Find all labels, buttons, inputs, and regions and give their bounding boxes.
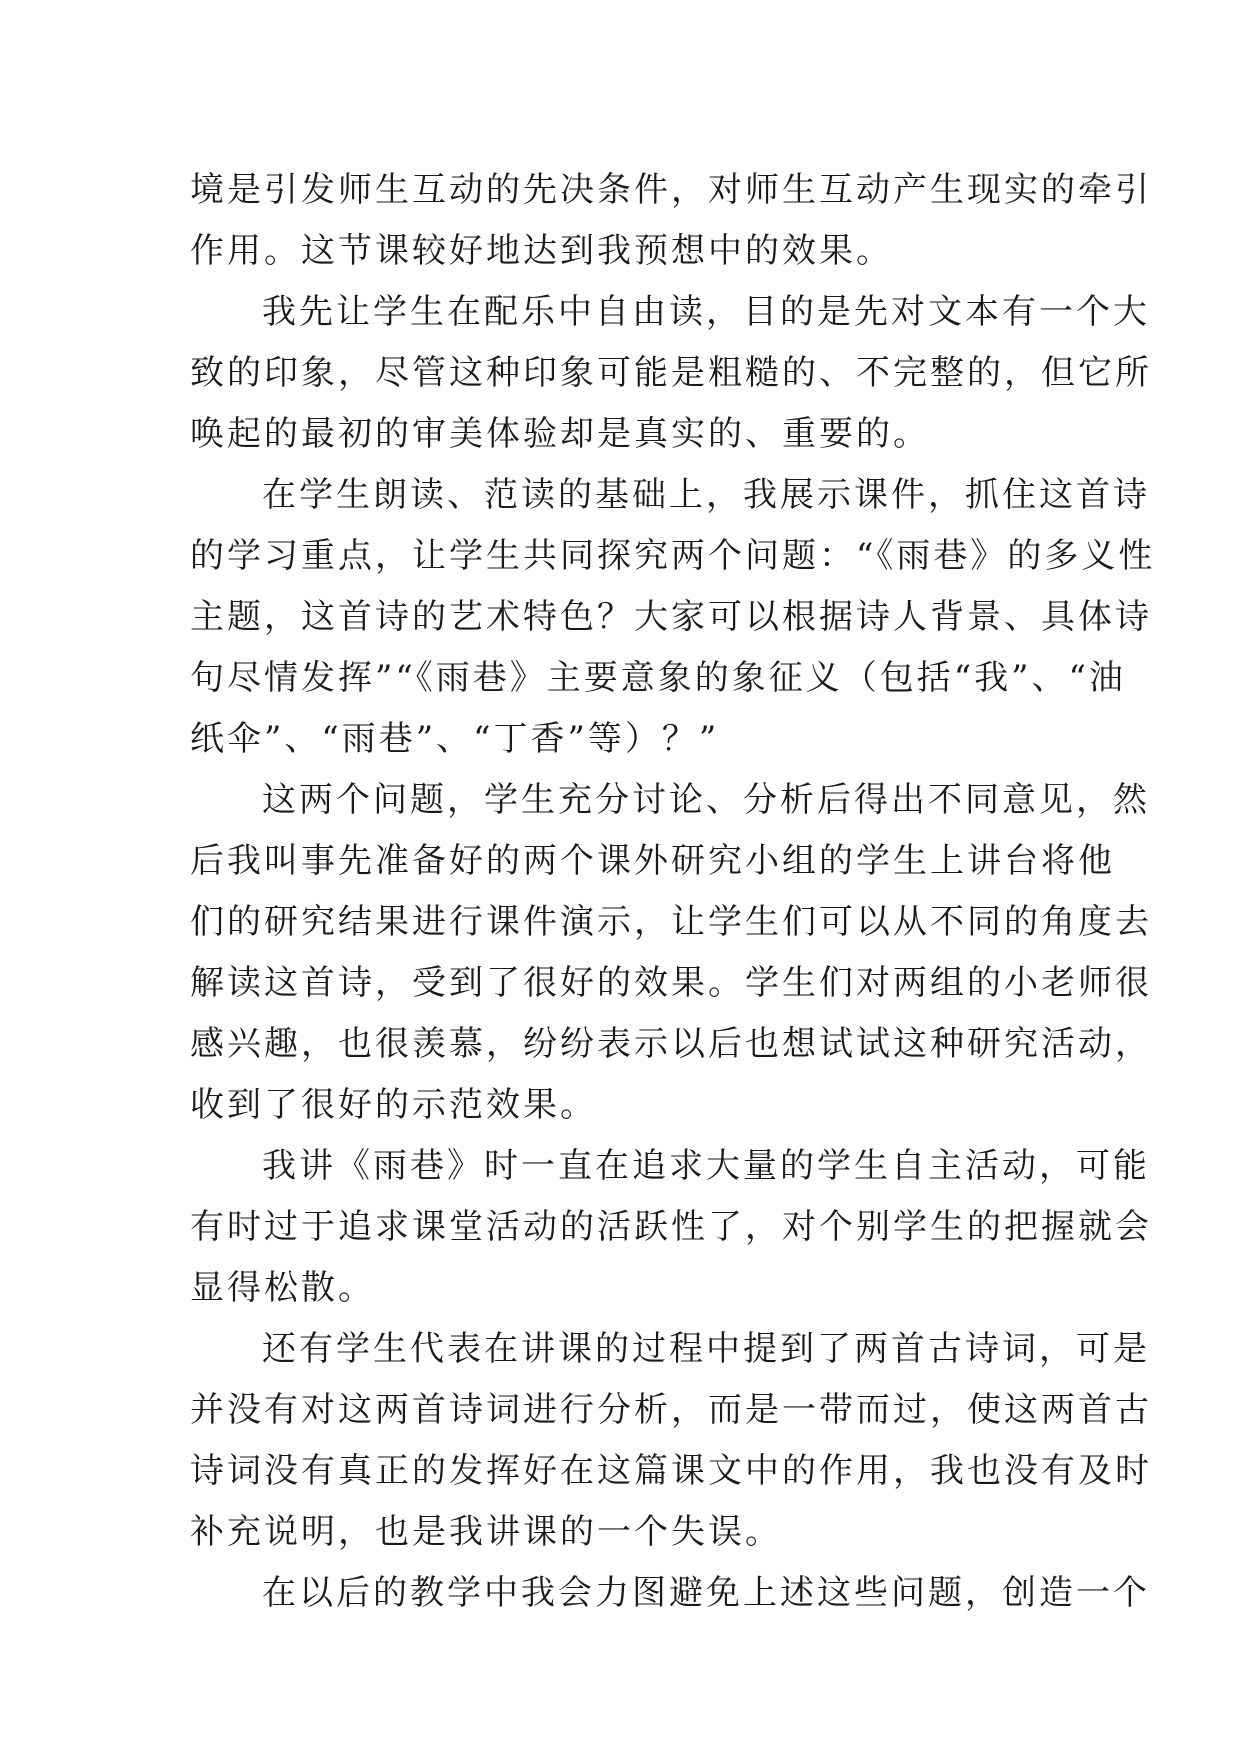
text-line: 这两个问题，学生充分讨论、分析后得出不同意见，然 — [262, 780, 1150, 820]
text-line: 我先让学生在配乐中自由读，目的是先对文本有一个大 — [262, 292, 1150, 332]
text-line: 还有学生代表在讲课的过程中提到了两首古诗词，可是 — [262, 1329, 1150, 1369]
body-text — [190, 160, 1156, 1624]
text-line: 的学习重点，让学生共同探究两个问题：“《雨巷》的多义性 — [190, 536, 1156, 576]
text-line: 诗词没有真正的发挥好在这篇课文中的作用，我也没有及时 — [190, 1451, 1152, 1491]
text-line: 作用。这节课较好地达到我预想中的效果。 — [190, 231, 893, 271]
text-line: 感兴趣，也很羡慕，纷纷表示以后也想试试这种研究活动， — [190, 1024, 1152, 1064]
text-line: 后我叫事先准备好的两个课外研究小组的学生上讲台将他 — [190, 841, 1115, 881]
text-line: 致的印象，尽管这种印象可能是粗糙的、不完整的，但它所 — [190, 353, 1152, 393]
text-line: 显得松散。 — [190, 1268, 375, 1308]
text-line: 在以后的教学中我会力图避免上述这些问题，创造一个 — [262, 1573, 1150, 1613]
text-line: 我讲《雨巷》时一直在追求大量的学生自主活动，可能 — [262, 1146, 1150, 1186]
text-line: 境是引发师生互动的先决条件，对师生互动产生现实的牵引 — [190, 170, 1152, 210]
text-line: 并没有对这两首诗词进行分析，而是一带而过，使这两首古 — [190, 1390, 1152, 1430]
text-line: 纸伞”、“雨巷”、“丁香”等）？” — [190, 719, 720, 759]
text-line: 句尽情发挥”“《雨巷》主要意象的象征义（包括“我”、“油 — [190, 658, 1126, 698]
text-line: 唤起的最初的审美体验却是真实的、重要的。 — [190, 414, 930, 454]
text-line: 们的研究结果进行课件演示，让学生们可以从不同的角度去 — [190, 902, 1152, 942]
text-line: 解读这首诗，受到了很好的效果。学生们对两组的小老师很 — [190, 963, 1152, 1003]
text-line: 补充说明，也是我讲课的一个失误。 — [190, 1512, 782, 1552]
text-line: 在学生朗读、范读的基础上，我展示课件，抓住这首诗 — [262, 475, 1150, 515]
text-line: 有时过于追求课堂活动的活跃性了，对个别学生的把握就会 — [190, 1207, 1152, 1247]
text-line: 收到了很好的示范效果。 — [190, 1085, 597, 1125]
text-line: 主题，这首诗的艺术特色？大家可以根据诗人背景、具体诗 — [190, 597, 1152, 637]
